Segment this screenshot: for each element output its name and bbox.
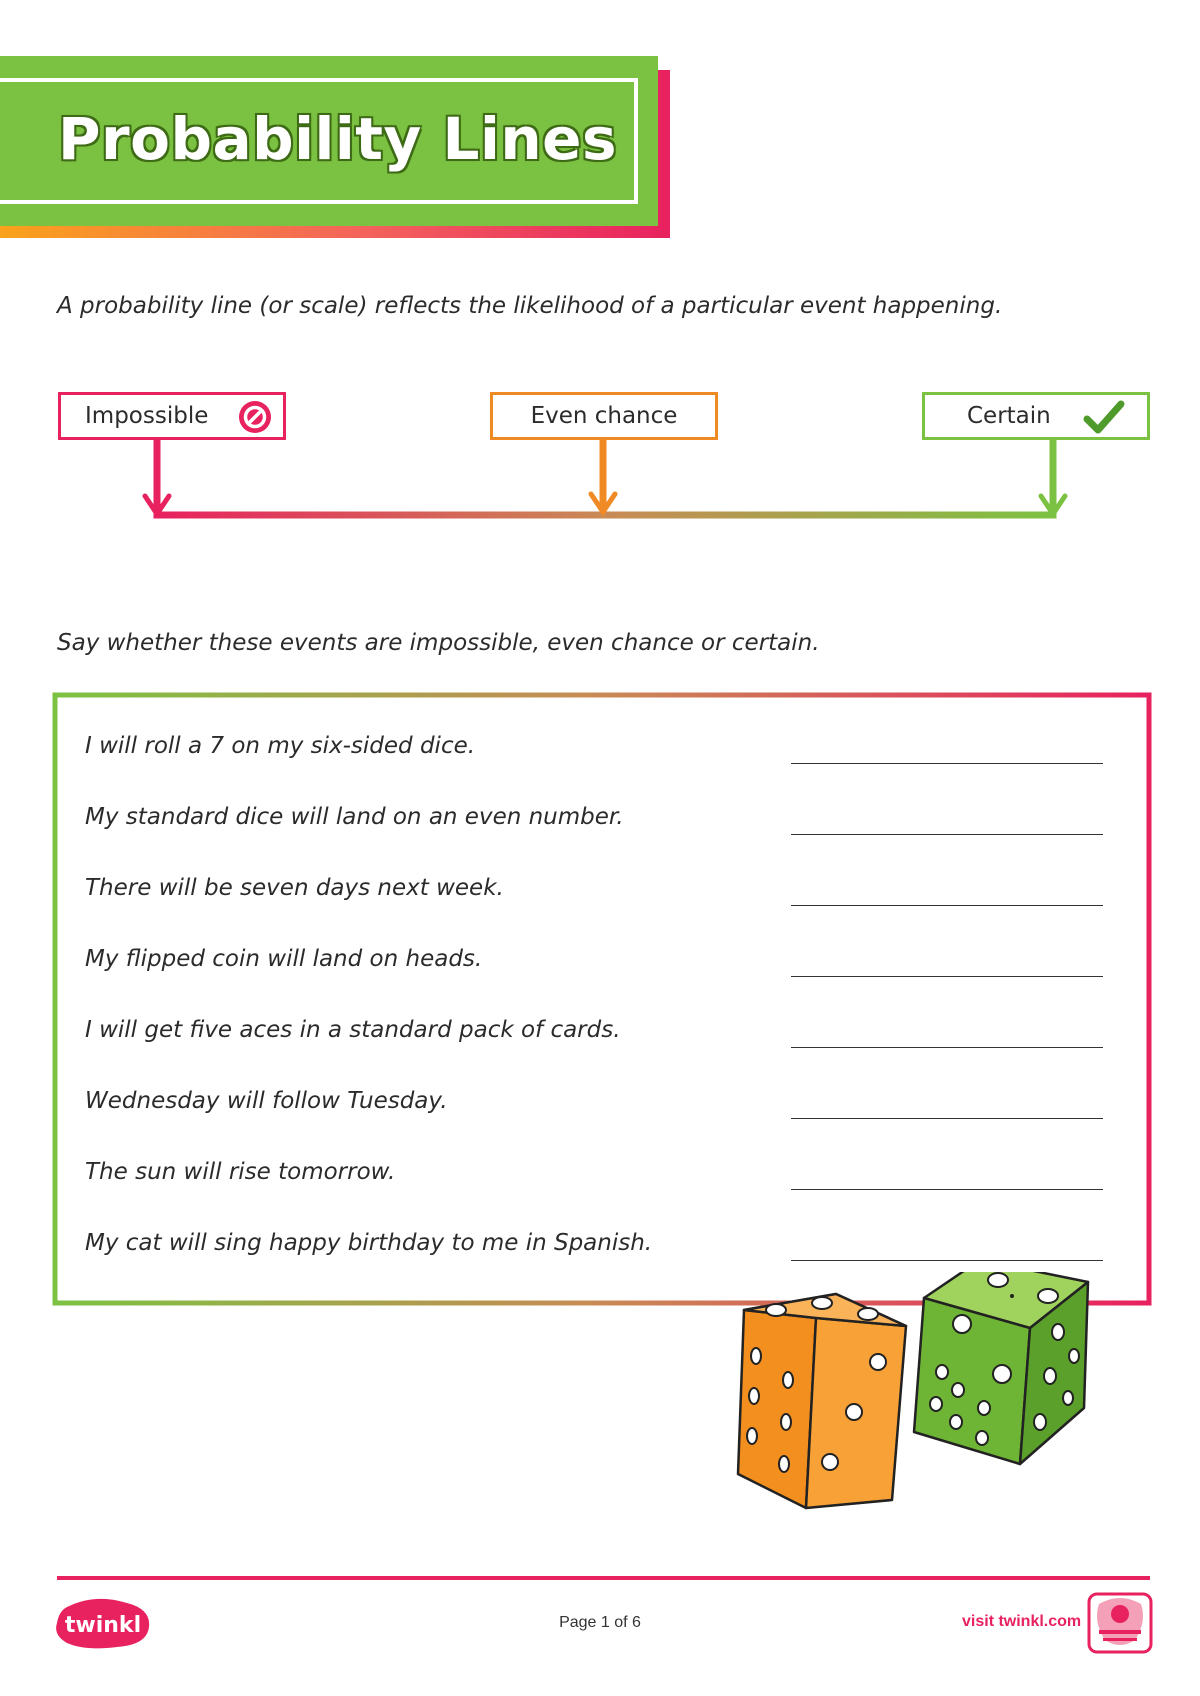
checkmark-icon	[1083, 399, 1125, 435]
footer-rule	[57, 1576, 1150, 1580]
question-row	[85, 1159, 1105, 1230]
intro-text: A probability line (or scale) reflects the likelihood of a particular event happening.	[57, 293, 1003, 319]
even-chance-box	[490, 392, 718, 440]
question-text: The sun will rise tomorrow.	[85, 1159, 396, 1185]
answer-line[interactable]	[791, 905, 1103, 906]
orange-die	[738, 1294, 906, 1508]
question-text: I will roll a 7 on my six-sided dice.	[85, 733, 476, 759]
visit-twinkl-link[interactable]: visit twinkl.com	[962, 1613, 1082, 1630]
question-row	[85, 804, 1105, 875]
question-text: My flipped coin will land on heads.	[85, 946, 483, 972]
question-row	[85, 733, 1105, 804]
question-text: My cat will sing happy birthday to me in Spanish.	[85, 1230, 653, 1256]
no-entry-icon	[237, 399, 273, 435]
green-die	[914, 1272, 1088, 1464]
question-text: Wednesday will follow Tuesday.	[85, 1088, 448, 1114]
certain-box	[922, 392, 1150, 440]
dice-illustration	[730, 1272, 1110, 1522]
instructions-text: Say whether these events are impossible, even chance or certain.	[57, 630, 820, 656]
answer-line[interactable]	[791, 1047, 1103, 1048]
impossible-box	[58, 392, 286, 440]
logo-text: twinkl	[64, 1613, 142, 1638]
quality-badge-icon	[1085, 1590, 1155, 1656]
page-title: Probability Lines	[58, 105, 617, 173]
question-text: My standard dice will land on an even number.	[85, 804, 624, 830]
question-row	[85, 946, 1105, 1017]
answer-line[interactable]	[791, 1260, 1103, 1261]
question-text: I will get five aces in a standard pack of cards.	[85, 1017, 621, 1043]
question-row	[85, 1088, 1105, 1159]
answer-line[interactable]	[791, 834, 1103, 835]
impossible-label: Impossible	[85, 403, 209, 429]
question-row	[85, 1017, 1105, 1088]
question-text: There will be seven days next week.	[85, 875, 504, 901]
answer-line[interactable]	[791, 1189, 1103, 1190]
answer-line[interactable]	[791, 763, 1103, 764]
answer-line[interactable]	[791, 1118, 1103, 1119]
question-row	[85, 875, 1105, 946]
answer-line[interactable]	[791, 976, 1103, 977]
page-number: Page 1 of 6	[559, 1614, 641, 1631]
even-chance-label: Even chance	[530, 403, 678, 429]
question-list	[85, 733, 1105, 1301]
certain-label: Certain	[967, 403, 1051, 429]
